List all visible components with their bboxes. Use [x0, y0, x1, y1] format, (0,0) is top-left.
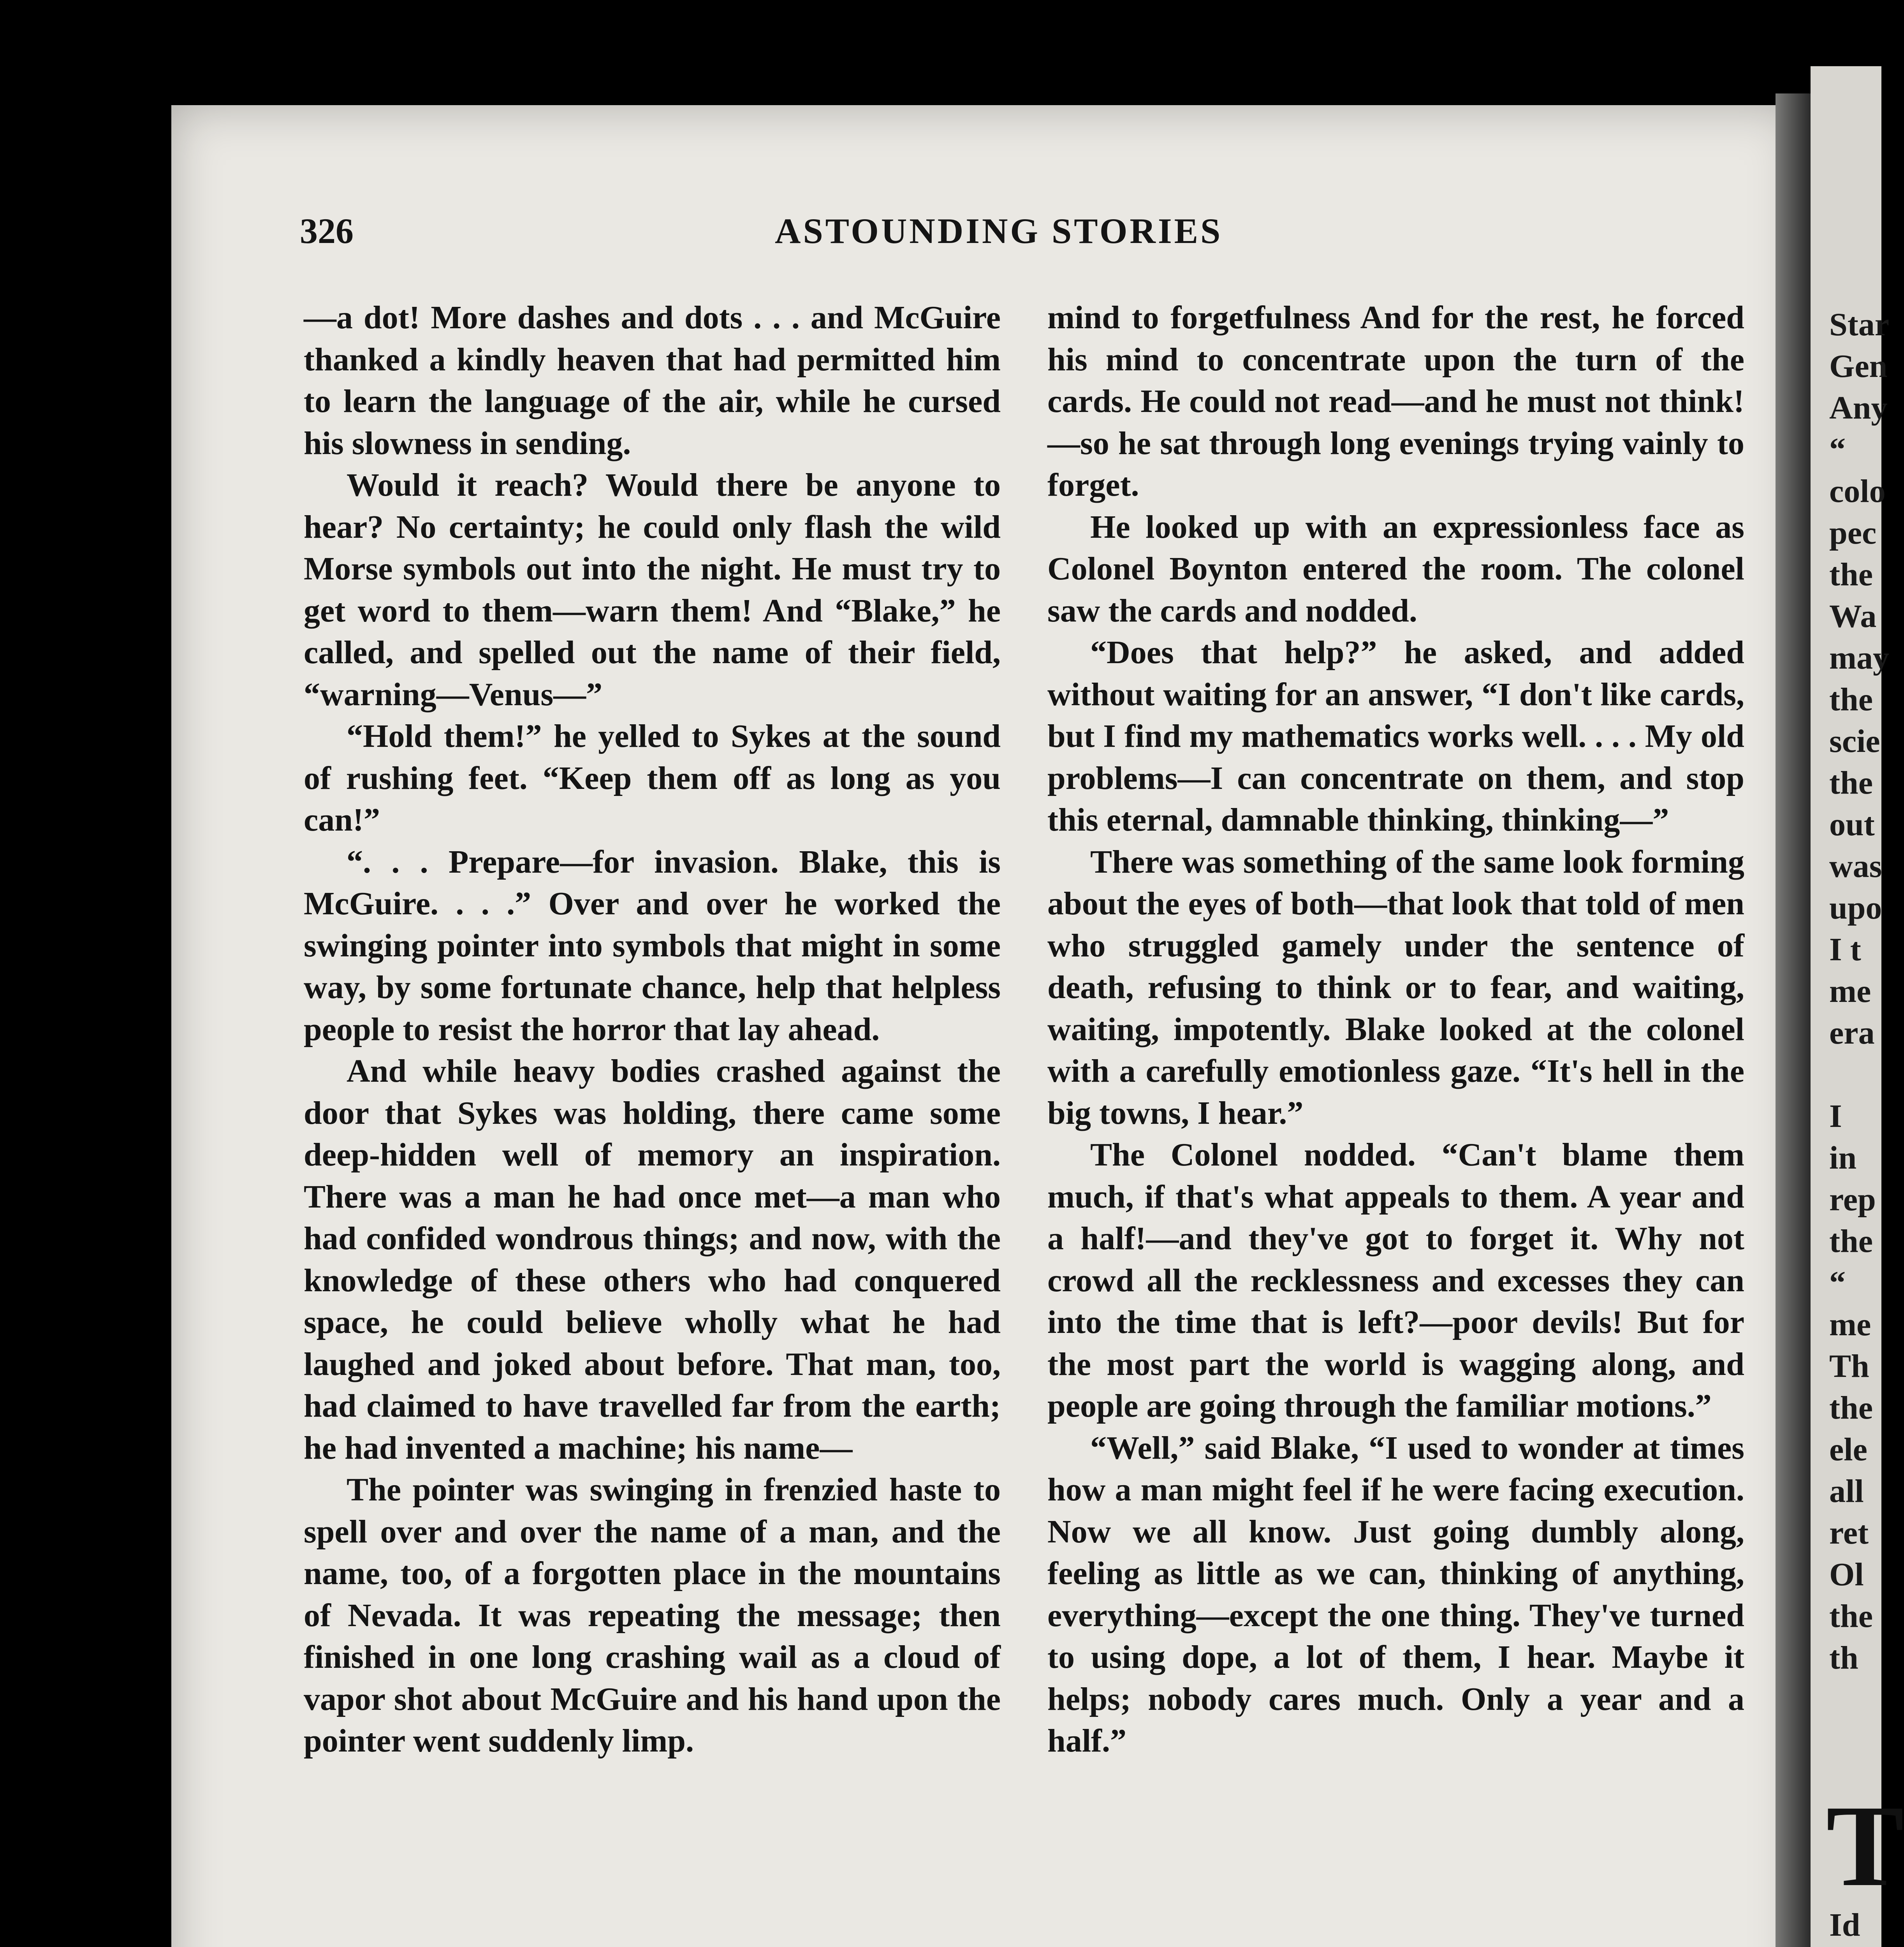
adjacent-page-fragment: rep: [1829, 1181, 1876, 1218]
adjacent-page-fragment: all: [1829, 1473, 1864, 1509]
adjacent-page-fragment: the: [1829, 1223, 1873, 1259]
running-title: ASTOUNDING STORIES: [775, 211, 1223, 251]
adjacent-page-text-fragments: [1811, 304, 1889, 1679]
paragraph: “Does that help?” he asked, and added without waiting for an answer, “I don't like cards, but I find my mathematics works well. . . . My old problems—I can concentrate on them, and stop this eternal, damnable thinking, thinking—”: [1047, 634, 1744, 838]
adjacent-page-fragment: era: [1829, 1015, 1875, 1051]
paragraph: Would it reach? Would there be anyone to hear? No certainty; he could only flash the wild Morse symbols out into the night. He must try to get word to them—warn them! And “Blake,” he called, and spelled out the name of their field, “warning—Venus—”: [304, 467, 1001, 713]
adjacent-page-fragment: [1811, 1054, 1889, 1095]
paragraph: mind to forgetfulness And for the rest, he forced his mind to concentrate upon the turn of the cards. He could not read—and he must not think!—so he sat through long evenings trying vainly to forget.: [1047, 299, 1744, 503]
adjacent-page-fragment: me: [1829, 1306, 1871, 1343]
adjacent-dropcap-letter: T: [1826, 1781, 1904, 1910]
adjacent-page-fragment: “: [1829, 1265, 1846, 1301]
paragraph: “Hold them!” he yelled to Sykes at the sound of rushing feet. “Keep them off as long as you can!”: [304, 718, 1001, 838]
adjacent-page-fragment: out: [1829, 806, 1875, 843]
right-column: [1047, 297, 1744, 1762]
adjacent-page-fragment: I: [1829, 1098, 1842, 1134]
adjacent-page-fragment: upo: [1829, 890, 1882, 926]
paragraph: There was something of the same look forming about the eyes of both—that look that told of men who struggled gamely under the sentence of death, refusing to think or to fear, and waiting, waiting, impotently. Blake looked at the colonel with a carefully emotionless gaze. “It's hell in the big towns, I hear.”: [1047, 843, 1744, 1131]
paragraph: The pointer was swinging in frenzied haste to spell over and over the name of a man, and the name, too, of a forgotten place in the mountains of Nevada. It was repeating the message; then finished in one long crashing wail as a cloud of vapor shot about McGuire and his hand upon the pointer went suddenly limp.: [304, 1472, 1001, 1759]
adjacent-page-fragment: ret: [1829, 1515, 1869, 1551]
adjacent-page-fragment: Wa: [1829, 598, 1877, 634]
adjacent-page-fragment: me: [1829, 973, 1871, 1009]
adjacent-page-fragment: the: [1829, 681, 1873, 718]
adjacent-page-fragment: Any: [1829, 390, 1888, 426]
paragraph: The Colonel nodded. “Can't blame them much, if that's what appeals to them. A year and a half!—and they've got to forget it. Why not crowd all the recklessness and excesses they can into the time that is left?—poor devils! But for the most part the world is wagging along, and people are going through the familiar motions.”: [1047, 1137, 1744, 1424]
adjacent-page-fragment: Ol: [1829, 1556, 1864, 1593]
adjacent-page-fragment: the: [1829, 556, 1873, 593]
paragraph: —a dot! More dashes and dots . . . and McGuire thanked a kindly heaven that had permitted him to learn the language of the air, while he cursed his slowness in sending.: [304, 299, 1001, 461]
adjacent-page-fragment: Id: [1829, 1907, 1860, 1943]
adjacent-page-fragment: ele: [1829, 1431, 1867, 1468]
adjacent-page-fragment: th: [1829, 1640, 1858, 1676]
paragraph: “. . . Prepare—for invasion. Blake, this is McGuire. . . .” Over and over he worked the swinging pointer into symbols that might in some way, by some fortunate chance, help that helpless people to resist the horror that lay ahead.: [304, 843, 1001, 1047]
adjacent-page-fragment: in: [1829, 1140, 1857, 1176]
adjacent-page-dropcap: [1811, 1781, 1904, 1910]
page-number: 326: [300, 211, 354, 251]
paragraph: And while heavy bodies crashed against the door that Sykes was holding, there came some deep-hidden well of memory an inspiration. There was a man he had once met—a man who had confided wondrous things; and now, with the knowledge of these others who had conquered space, he could believe wholly what he had laughed and joked about before. That man, too, had claimed to have travelled far from the earth; he had invented a machine; his name—: [304, 1053, 1001, 1466]
adjacent-page-fragment: was: [1829, 848, 1882, 884]
adjacent-page-text-fragments-lower: [1811, 1904, 1862, 1947]
left-column: [304, 297, 1001, 1762]
adjacent-page-fragment: the: [1829, 1598, 1873, 1634]
paragraph: He looked up with an expressionless face as Colonel Boynton entered the room. The colonel saw the cards and nodded.: [1047, 509, 1744, 629]
adjacent-page-edge: [1811, 66, 1904, 1947]
adjacent-page-fragment: Star: [1829, 306, 1889, 343]
adjacent-page-fragment: scie: [1829, 723, 1880, 759]
adjacent-page-fragment: Th: [1829, 1348, 1869, 1384]
adjacent-page-fragment: colo: [1829, 473, 1886, 509]
adjacent-page-fragment: Gen: [1829, 348, 1888, 384]
adjacent-page-fragment: I t: [1829, 931, 1861, 968]
adjacent-page-fragment: the: [1829, 765, 1873, 801]
adjacent-page-fragment: the: [1829, 1390, 1873, 1426]
adjacent-page-fragment: “: [1829, 431, 1846, 468]
adjacent-page-fragment: may: [1829, 640, 1889, 676]
page-gutter-shadow: [1776, 93, 1811, 1947]
adjacent-page-fragment: pec: [1829, 515, 1877, 551]
paragraph: “Well,” said Blake, “I used to wonder at times how a man might feel if he were facing execution. Now we all know. Just going dumbly along, feeling as little as we can, thinking of anything, everything—except the one thing. They've turned to using dope, a lot of them, I hear. Maybe it helps; nobody cares much. Only a year and a half.”: [1047, 1429, 1744, 1759]
